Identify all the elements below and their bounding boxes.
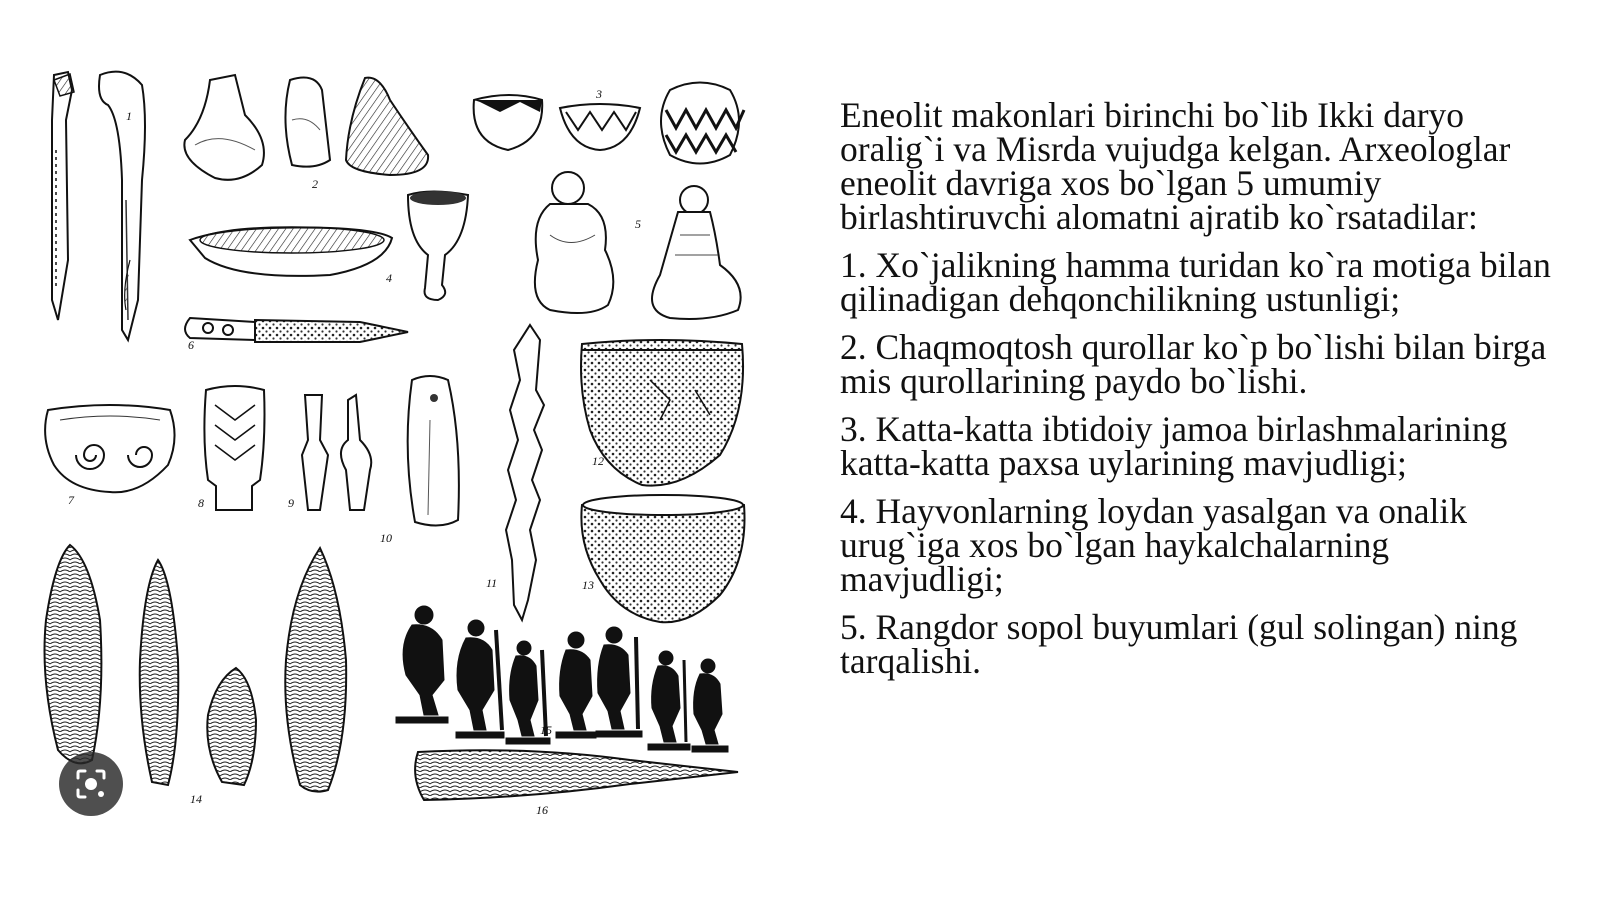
- artifact-4-bowl-goblet: [190, 191, 468, 300]
- figure-label-3: 3: [596, 87, 602, 101]
- figure-label-5: 5: [635, 217, 641, 231]
- intro-paragraph: Eneolit makonlari birinchi bo`lib Ikki daryo oralig`i va Misrda vujudga kelgan. Arxeologlar eneolit davriga xos bo`lgan 5 umumiy birlashtiruvchi alomatni ajratib ko`rsatadilar:: [840, 95, 1511, 237]
- figure-label-16: 16: [536, 803, 548, 817]
- artifact-2-stone-axes: [184, 75, 428, 180]
- figure-label-11: 11: [486, 576, 498, 590]
- figure-label-6: 6: [188, 338, 194, 352]
- list-item-2: 2. Chaqmoqtosh qurollar ko`p bo`lishi bilan birga mis qurollarining paydo bo`lishi.: [840, 327, 1547, 401]
- figure-label-8: 8: [198, 496, 204, 510]
- lens-search-icon: [74, 767, 108, 801]
- artifact-9-small-figurines: [302, 395, 371, 510]
- artifact-12-comb-pot: [581, 340, 743, 486]
- lens-search-button[interactable]: [59, 752, 123, 816]
- figure-label-7: 7: [68, 493, 74, 507]
- list-item-5: 5. Rangdor sopol buyumlari (gul solingan) ning tarqalishi.: [840, 607, 1518, 681]
- figure-label-14: 14: [190, 792, 202, 806]
- artifact-13-bowl: [581, 495, 744, 622]
- figure-label-1: 1: [126, 109, 132, 123]
- artifact-8-beaker: [204, 386, 264, 510]
- slide-text: [840, 95, 1560, 692]
- figure-label-15: 15: [540, 723, 552, 737]
- artifacts-illustration: [30, 60, 770, 840]
- artifact-6-dagger: [185, 318, 408, 342]
- list-item-1: 1. Xo`jalikning hamma turidan ko`ra motiga bilan qilinadigan dehqonchilikning ustunligi;: [840, 245, 1551, 319]
- figure-label-13: 13: [582, 578, 594, 592]
- list-item-3: 3. Katta-katta ibtidoiy jamoa birlashmalarining katta-katta paxsa uylarining mavjudligi;: [840, 409, 1508, 483]
- artifact-7-spiral-vessel: [45, 405, 174, 492]
- figure-label-12: 12: [592, 454, 604, 468]
- list-item-4: 4. Hayvonlarning loydan yasalgan va onalik urug`iga xos bo`lgan haykalchalarning mavjudligi;: [840, 491, 1468, 599]
- artifact-15-petroglyph: [396, 606, 728, 752]
- figure-label-4: 4: [386, 271, 392, 285]
- artifact-11-harpoon: [506, 325, 544, 620]
- artifact-16-long-blade: [415, 750, 738, 800]
- artifact-10-adze: [408, 376, 459, 526]
- figure-label-2: 2: [312, 177, 318, 191]
- figure-label-10: 10: [380, 531, 392, 545]
- artifact-5-figurines: [535, 172, 741, 319]
- artifact-3-pottery: [474, 83, 744, 164]
- figure-label-9: 9: [288, 496, 294, 510]
